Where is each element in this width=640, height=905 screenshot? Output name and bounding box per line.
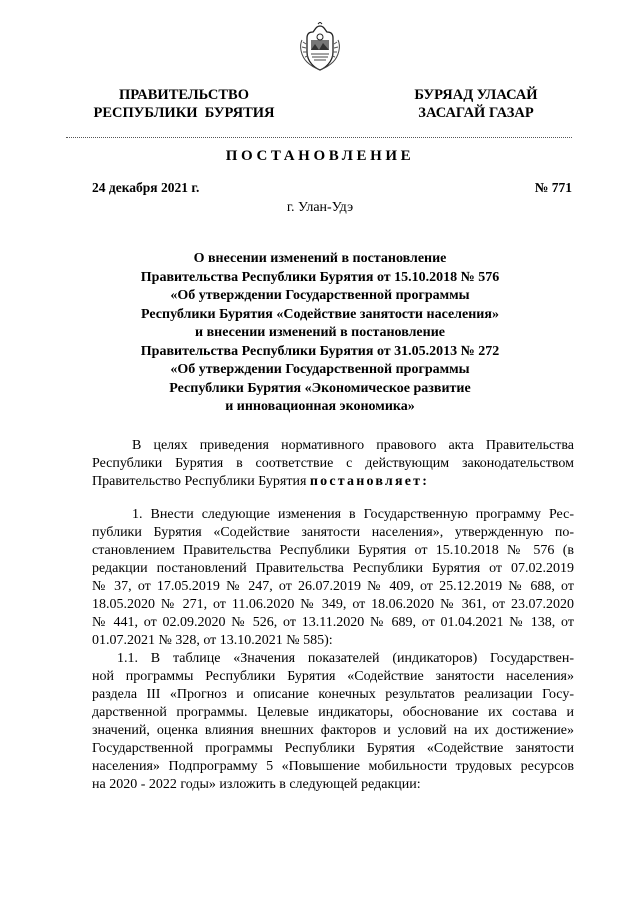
point-1-1-line: дарственной программы. Целевые индикаторы, обоснование их состава и (92, 705, 574, 720)
preamble-line: Республики Бурятия в соответствие с действующим законодательством (92, 456, 574, 471)
subject-line: Республики Бурятия «Содействие занятости населения» (141, 306, 499, 322)
document-subject (120, 250, 520, 417)
point-1-1-line: ной программы Республики Бурятия «Содействие занятости населения» (92, 669, 574, 684)
resolves-word: постановляет: (309, 474, 430, 489)
subject-line: и внесении изменений в постановление (195, 325, 445, 340)
point-1-1-line: населения» Подпрограмму 5 «Повышение мобильности трудовых ресурсов (92, 759, 574, 774)
subject-line: Правительства Республики Бурятия от 15.10.2018 № 576 (140, 269, 500, 285)
point-1-1-line: раздела III «Прогноз и описание конечных результатов реализации Госу- (92, 687, 574, 702)
subject-line: «Об утверждении Государственной программы (170, 362, 470, 377)
document-number: № 771 (534, 180, 572, 195)
point-1-1-line: Государственной программы Республики Бурятия «Содействие занятости (92, 741, 574, 756)
point-1-1-line: значений, оценка влияния внешних факторов и условий на их достижение» (92, 723, 574, 738)
subject-line: О внесении изменений в постановление (193, 251, 447, 266)
org-name-line-1: ПРАВИТЕЛЬСТВО (119, 87, 249, 103)
org-name-buryat-line-2: ЗАСАГАЙ ГАЗАР (418, 105, 534, 121)
point-1-1-line: 1.1. В таблице «Значения показателей (индикаторов) Государствен- (117, 651, 574, 666)
org-name-buryat (392, 86, 560, 122)
point-1-1-line: на 2020 - 2022 годы» изложить в следующей редакции: (92, 777, 421, 792)
org-name-russian (70, 86, 298, 122)
point-1-line: № 37, от 17.05.2019 № 247, от 26.07.2019 № 409, от 25.12.2019 № 688, от (92, 579, 574, 594)
org-name-buryat-line-1: БУРЯАД УЛАСАЙ (414, 87, 538, 103)
subject-line: Республики Бурятия «Экономическое развитие (169, 380, 471, 396)
point-1-line: 01.07.2021 № 328, от 13.10.2021 № 585): (92, 633, 333, 648)
point-1-line: № 441, от 02.09.2020 № 526, от 13.11.2020 № 689, от 01.04.2021 № 138, от (92, 615, 574, 630)
header-divider (66, 137, 572, 138)
point-1-line: публики Бурятия «Содействие занятости населения», утвержденную по- (92, 525, 574, 540)
point-1-line: 1. Внести следующие изменения в Государственную программу Рес- (132, 507, 574, 522)
document-city: г. Улан-Удэ (286, 200, 354, 215)
preamble-text: Правительство Республики Бурятия (92, 474, 310, 489)
document-date: 24 декабря 2021 г. (92, 180, 200, 195)
point-1-line: 18.05.2020 № 271, от 11.06.2020 № 349, от 18.06.2020 № 361, от 23.07.2020 (92, 597, 574, 612)
preamble-line: В целях приведения нормативного правового акта Правительства (132, 438, 574, 453)
document-type-title: ПОСТАНОВЛЕНИЕ (225, 148, 415, 164)
subject-line: Правительства Республики Бурятия от 31.05.2013 № 272 (140, 343, 500, 359)
coat-of-arms-icon (297, 22, 343, 72)
preamble-line (92, 473, 574, 490)
subject-line: и инновационная экономика» (225, 399, 415, 414)
org-name-line-2: РЕСПУБЛИКИ БУРЯТИЯ (93, 105, 275, 121)
point-1-line: становлением Правительства Республики Бурятия от 15.10.2018 № 576 (в (92, 543, 574, 558)
point-1-line: редакции постановлений Правительства Республики Бурятия от 07.02.2019 (92, 561, 574, 576)
subject-line: «Об утверждении Государственной программы (170, 288, 470, 303)
